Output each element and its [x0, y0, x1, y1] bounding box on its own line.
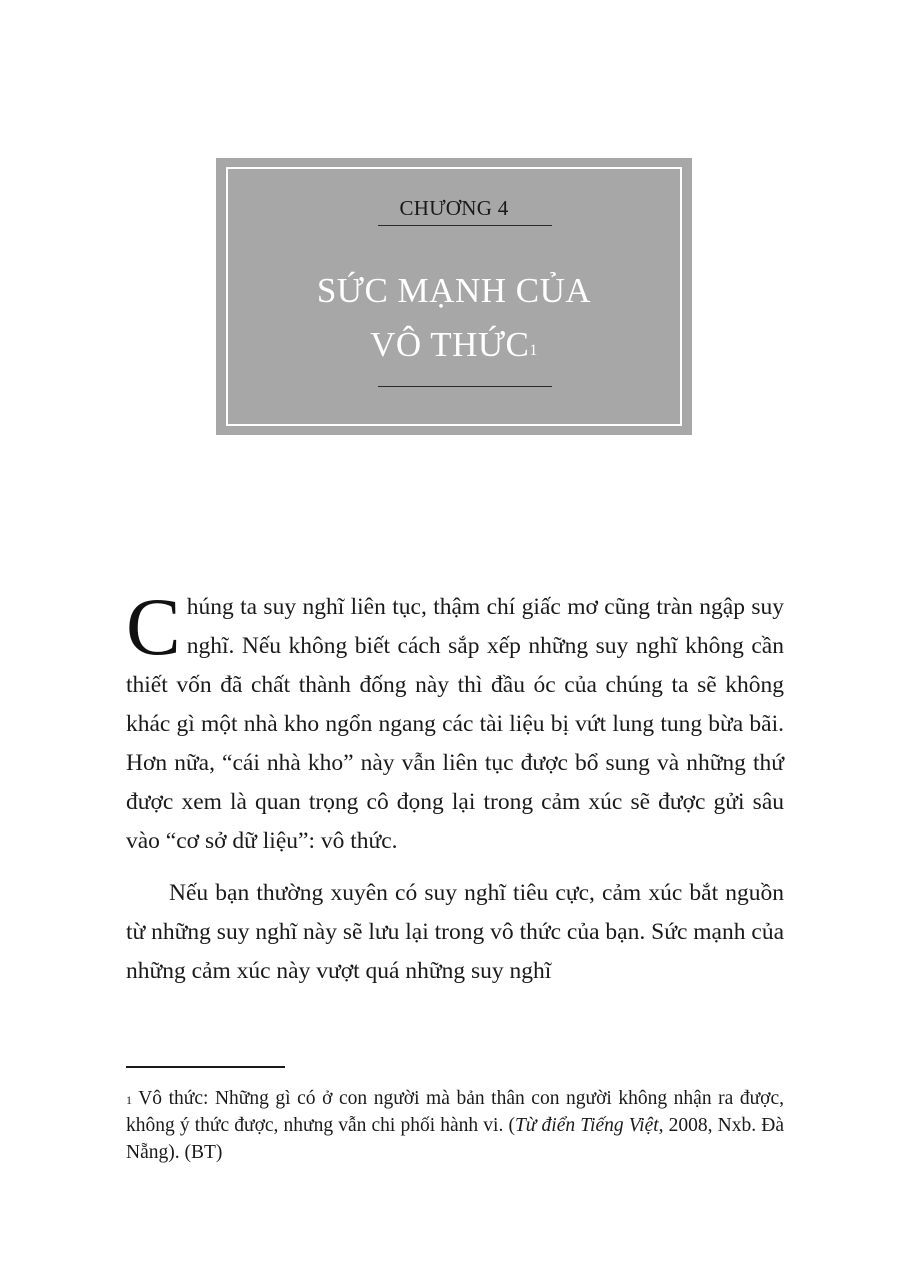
- footnote-marker: 1: [126, 1093, 132, 1107]
- footnote-reference: 1: [529, 342, 538, 359]
- body-text: [126, 581, 784, 991]
- chapter-rule-bottom: [378, 386, 552, 387]
- footnote-source-title: Từ điển Tiếng Việt,: [514, 1115, 664, 1136]
- footnote-divider: [126, 1066, 285, 1068]
- drop-cap: C: [126, 581, 181, 672]
- chapter-rule-top: [378, 225, 552, 226]
- footnote-text: Vô thức: Những gì có ở con người mà bản thân con người không nhận ra được, không ý thức được, nhưng vẫn chi phối hành vi. (: [126, 1088, 784, 1136]
- footnote-text-end: 2008, Nxb. Đà Nẵng). (BT): [126, 1115, 784, 1163]
- chapter-label: CHƯƠNG 4: [399, 196, 509, 220]
- chapter-header-box: [216, 158, 692, 435]
- chapter-title-line1: SỨC MẠNH CỦA: [316, 271, 592, 310]
- paragraph-1: [126, 581, 784, 861]
- chapter-title-line2-wrap: [228, 318, 680, 372]
- paragraph-2: Nếu bạn thường xuyên có suy nghĩ tiêu cực, cảm xúc bắt nguồn từ những suy nghĩ này sẽ lưu lại trong vô thức của bạn. Sức mạnh của những cảm xúc này vượt quá những suy nghĩ: [126, 880, 784, 984]
- footnote: [126, 1085, 784, 1166]
- paragraph-1-text: húng ta suy nghĩ liên tục, thậm chí giấc mơ cũng tràn ngập suy nghĩ. Nếu không biết cách sắp xếp những suy nghĩ không cần thiết vốn đã chất thành đống này thì đầu óc của chúng ta sẽ không khác gì một nhà kho ngổn ngang các tài liệu bị vứt lung tung bừa bãi. Hơn nữa, “cái nhà kho” này vẫn liên tục được bổ sung và những thứ được xem là quan trọng cô đọng lại trong cảm xúc sẽ được gửi sâu vào “cơ sở dữ liệu”: vô thức.: [126, 594, 784, 854]
- chapter-title: [228, 264, 680, 372]
- chapter-header-frame: [226, 167, 682, 426]
- chapter-title-line2: VÔ THỨC: [370, 325, 530, 364]
